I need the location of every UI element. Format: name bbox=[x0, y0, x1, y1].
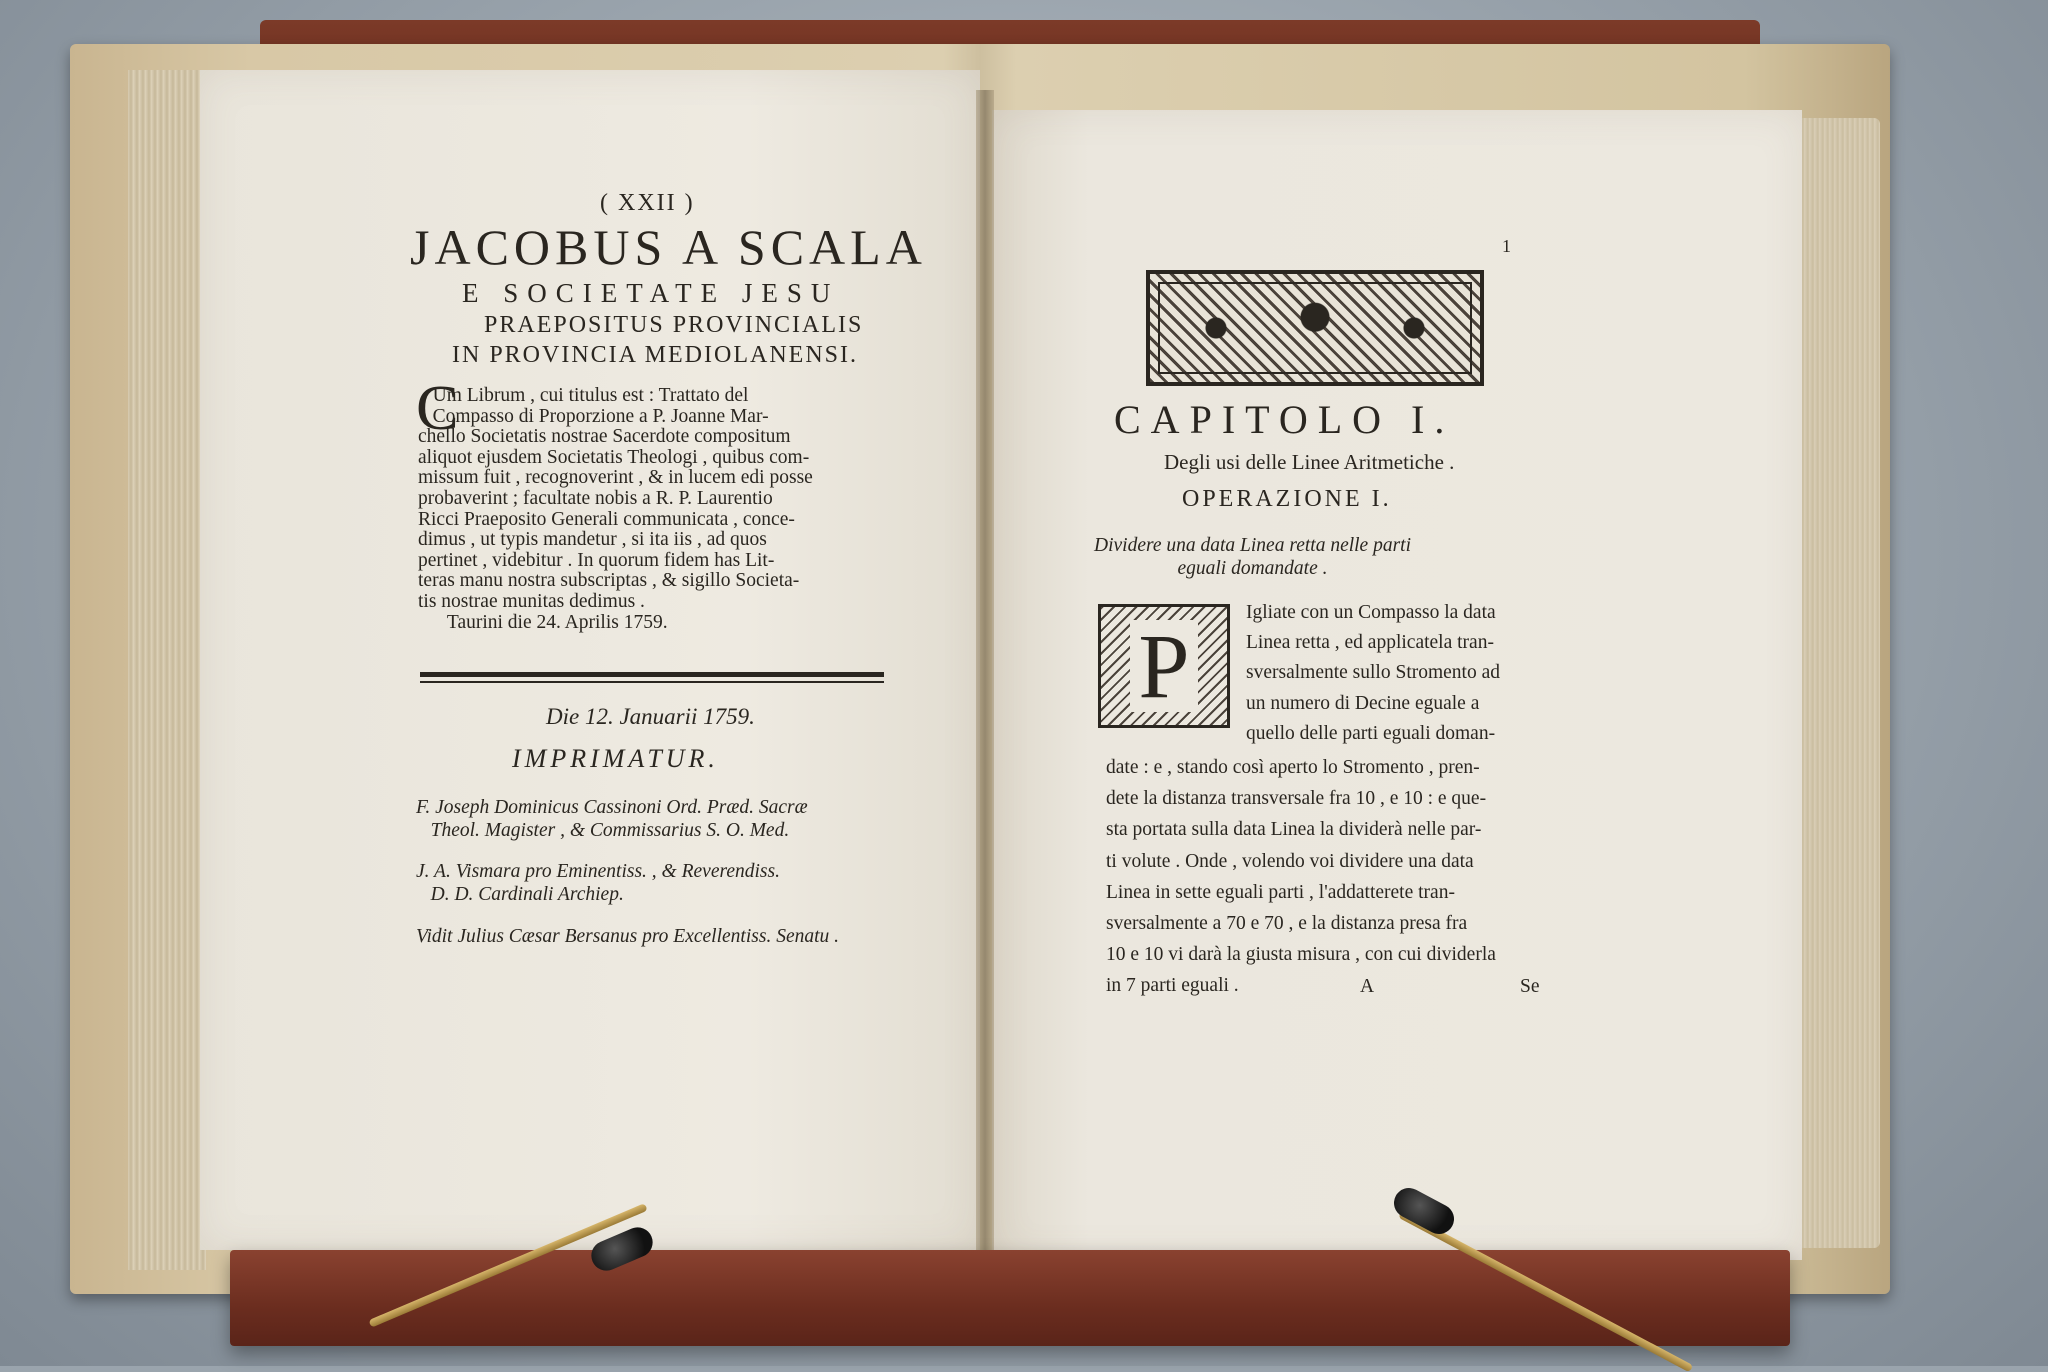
woodcut-ornament-header bbox=[1146, 270, 1484, 386]
left-date-line: Die 12. Januarii 1759. bbox=[546, 704, 755, 729]
right-page-edges bbox=[1790, 118, 1880, 1248]
catchword: Se bbox=[1520, 976, 1540, 997]
signature-mark: A bbox=[1360, 976, 1375, 997]
signature-1: F. Joseph Dominicus Cassinoni Ord. Præd. Sacræ Theol. Magister , & Commissarius S. O. Med. bbox=[416, 797, 808, 841]
left-thin-rule bbox=[420, 681, 884, 683]
left-drop-cap: C bbox=[416, 372, 459, 443]
left-thick-rule bbox=[420, 672, 884, 677]
left-page-body: Um Librum , cui titulus est : Trattato del Compasso di Proporzione a P. Joanne Mar- chello Societatis nostrae Sacerdote compositum aliquot ejusdem Societatis Theologi , quibus com- missum fuit , recognoverint , & in lucem edi posse probaverint ; facultate nobis a R. P. Laurentio Ricci Praeposito Generali communicata , conce- dimus , ut typis mandetur , si ita iis , ad quos pertinet , videbitur . In quorum fidem has Lit- teras manu nostra subscriptas , & sigillo Societa- tis nostrae munitas dedimus . Taurini die 24. Aprilis 1759. bbox=[418, 385, 813, 633]
ornamental-drop-cap bbox=[1098, 604, 1230, 728]
right-body-text: date : e , stando così aperto lo Stromento , pren- dete la distanza transversale fra 10 , e 10 : e que- sta portata sulla data Linea la dividerà nelle par- ti volute . Onde , volendo voi dividere una data Linea in sette eguali parti , l'addatterete tran- sversalmente a 70 e 70 , e la distanza presa fra 10 e 10 vi darà la giusta misura , con cui dividerla in 7 parti eguali . bbox=[1106, 757, 1496, 997]
left-page-subtitle-2: PRAEPOSITUS PROVINCIALIS bbox=[484, 312, 864, 338]
left-page-edges bbox=[128, 70, 206, 1270]
chapter-title: CAPITOLO I. bbox=[1114, 397, 1455, 442]
right-body-beside-cap: Igliate con un Compasso la data Linea retta , ed applicatela tran- sversalmente sullo Stromento ad un numero di Decine eguale a quello delle parti eguali doman- bbox=[1246, 602, 1500, 744]
chapter-subtitle: Degli usi delle Linee Aritmetiche . bbox=[1164, 450, 1455, 474]
left-page-subtitle-1: E SOCIETATE JESU bbox=[462, 278, 840, 308]
imprimatur-heading: IMPRIMATUR. bbox=[512, 744, 719, 773]
right-page-mark: 1 bbox=[1502, 236, 1511, 256]
drop-cap-letter: P bbox=[1130, 620, 1197, 712]
left-page-subtitle-3: IN PROVINCIA MEDIOLANENSI. bbox=[452, 342, 858, 368]
signature-2: J. A. Vismara pro Eminentiss. , & Reverendiss. D. D. Cardinali Archiep. bbox=[416, 861, 780, 905]
signature-3: Vidit Julius Cæsar Bersanus pro Excellentiss. Senatu . bbox=[416, 926, 840, 947]
book-gutter bbox=[976, 90, 994, 1260]
left-page-number: ( XXII ) bbox=[600, 190, 695, 216]
operation-heading: OPERAZIONE I. bbox=[1182, 486, 1392, 512]
operation-instruction: Dividere una data Linea retta nelle parti eguali domandate . bbox=[1094, 535, 1412, 579]
left-page-title: JACOBUS A SCALA bbox=[410, 219, 927, 275]
